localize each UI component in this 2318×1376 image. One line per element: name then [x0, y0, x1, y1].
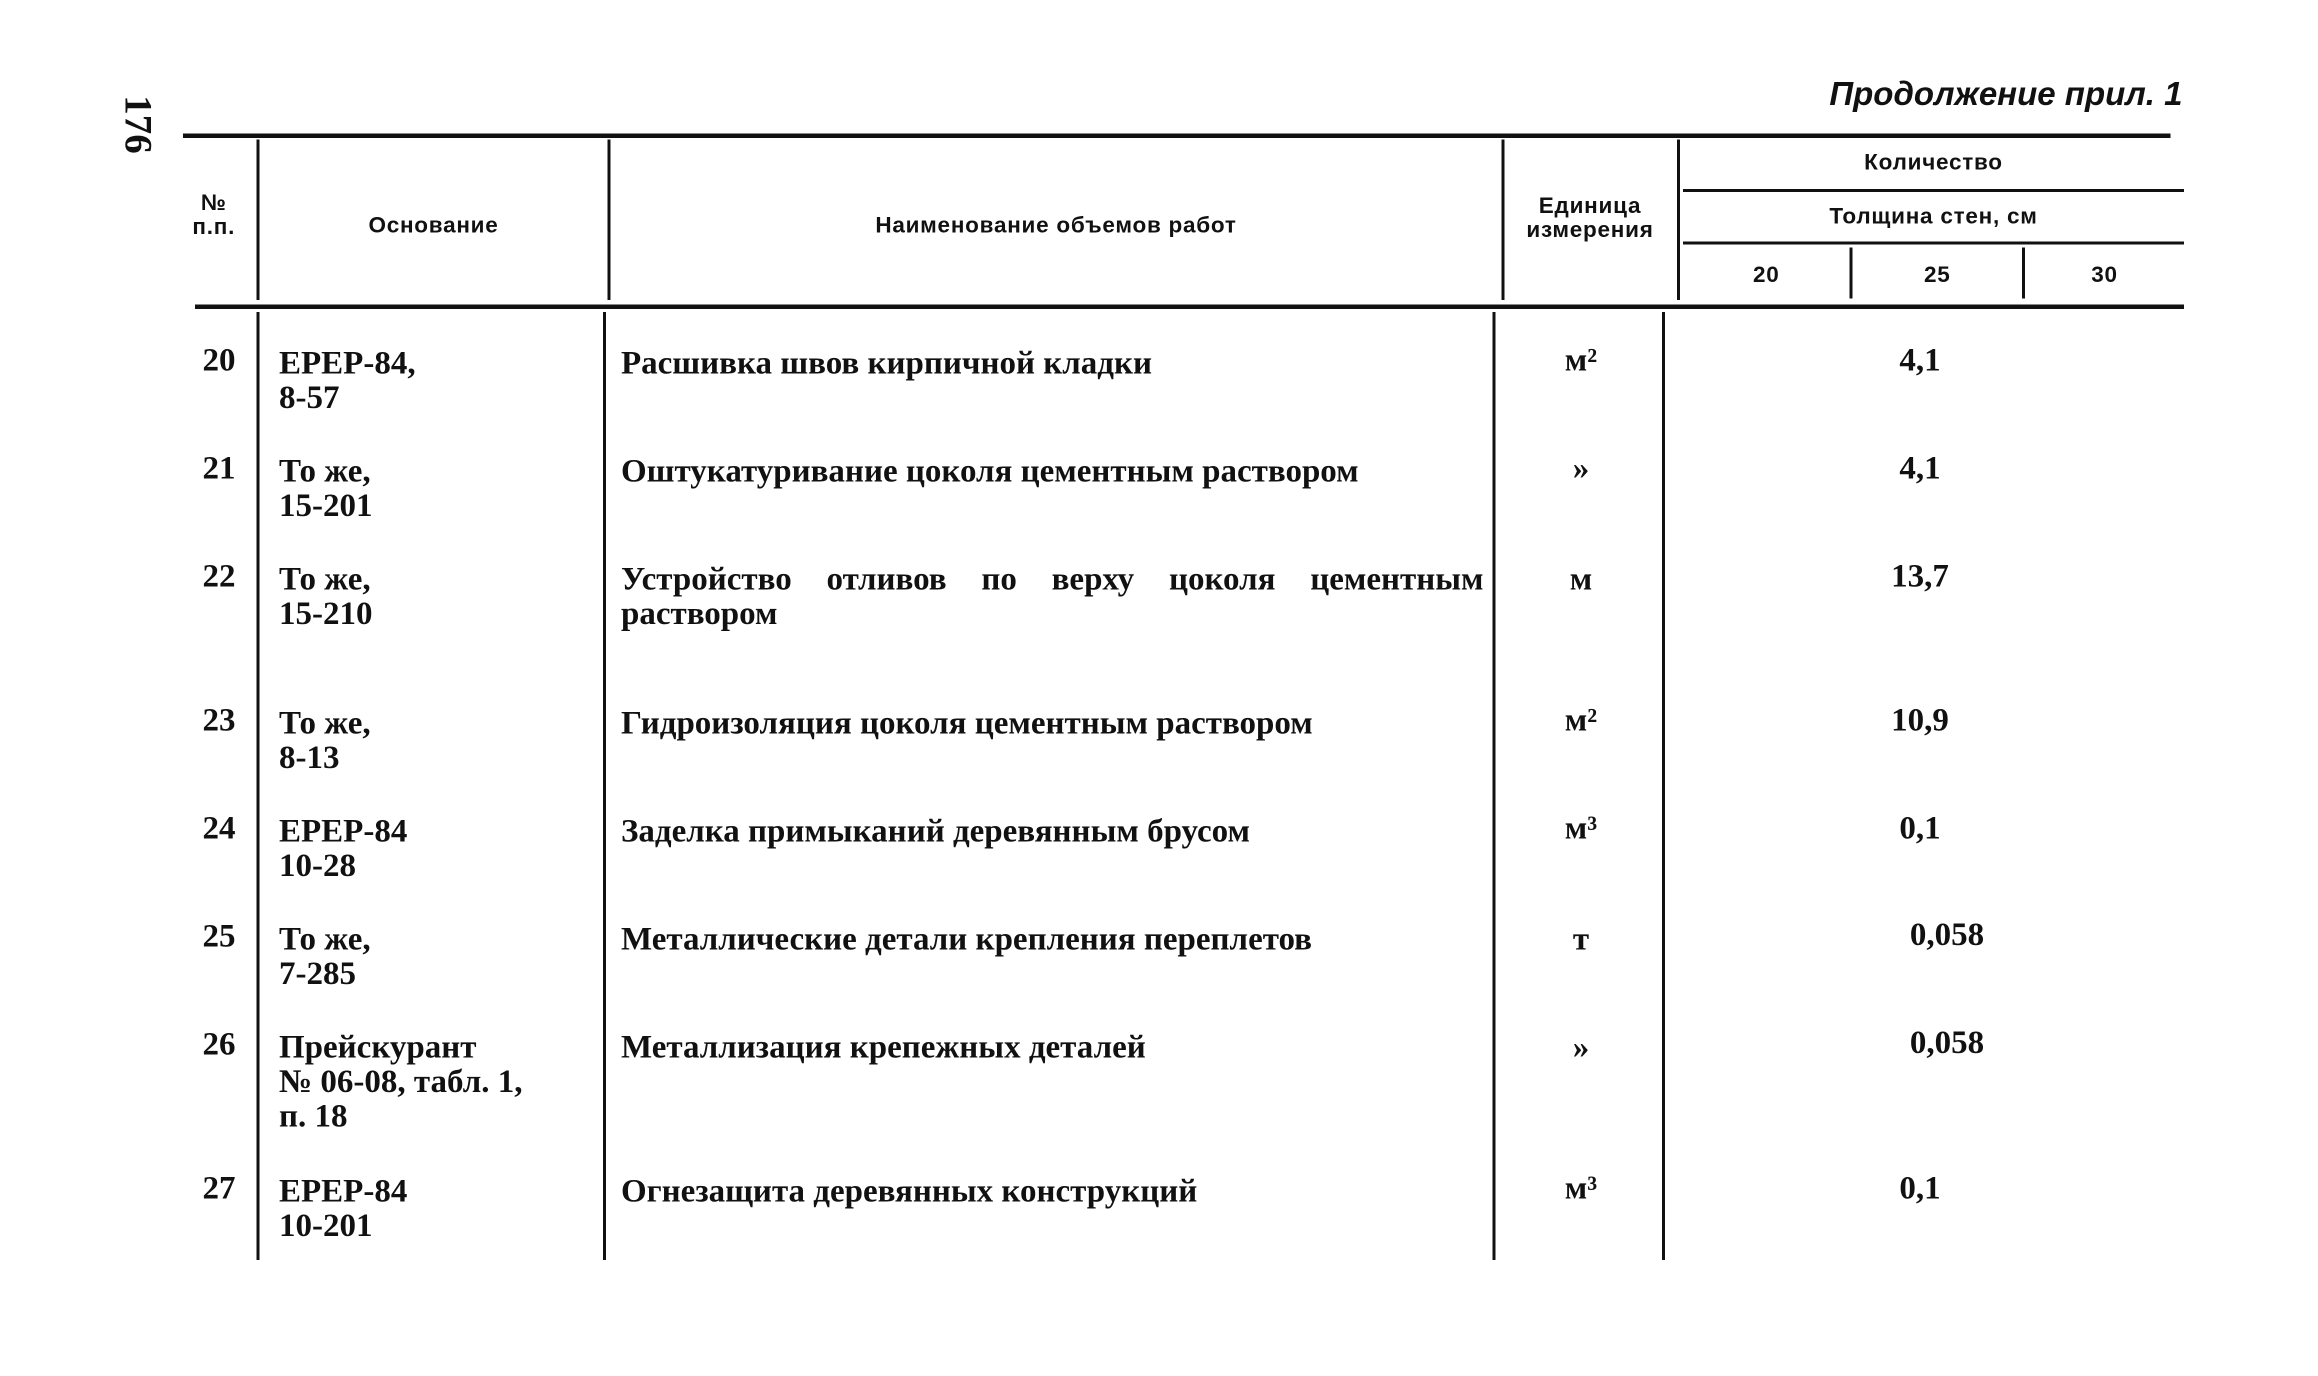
row-unit: »	[1572, 1027, 1590, 1065]
row-basis: То же, 7-285	[279, 919, 371, 992]
row-name: Заделка примыканий деревянным брусом	[621, 811, 1250, 849]
divider	[1677, 140, 1680, 301]
row-unit: м³	[1564, 1168, 1598, 1206]
row-name: Гидроизоляция цоколя цементным раствором	[621, 703, 1313, 741]
row-basis: То же, 15-201	[279, 451, 373, 524]
row-unit: м³	[1564, 808, 1598, 846]
rule	[1683, 242, 2184, 245]
row-num: 24	[202, 808, 236, 846]
header-num: № п.п.	[192, 190, 236, 240]
row-name: Металлизация крепежных деталей	[621, 1027, 1146, 1065]
row-num: 25	[202, 916, 236, 954]
row-basis: То же, 8-13	[279, 703, 371, 776]
row-basis: ЕРЕР-84 10-201	[279, 1171, 408, 1244]
row-unit: м²	[1564, 700, 1598, 738]
divider	[1493, 312, 1496, 1260]
continuation-label: Продолжение прил. 1	[1829, 75, 2183, 113]
header-bottom-rule	[195, 305, 2184, 310]
row-qty: 0,1	[1899, 808, 1941, 846]
divider	[257, 312, 260, 1260]
rule	[1683, 189, 2184, 192]
row-basis: То же, 15-210	[279, 559, 373, 632]
row-basis: ЕРЕР-84, 8-57	[279, 343, 416, 416]
header-basis: Основание	[368, 213, 499, 239]
row-name: Расшивка швов кирпичной кладки	[621, 343, 1153, 381]
row-qty: 4,1	[1899, 448, 1941, 486]
row-unit: »	[1572, 448, 1590, 486]
header-col-30: 30	[2091, 262, 2118, 288]
divider	[1662, 312, 1665, 1260]
header-name: Наименование объемов работ	[875, 213, 1237, 239]
header-quantity: Количество	[1864, 150, 2003, 176]
header-unit: Единица измерения	[1526, 193, 1654, 243]
row-num: 27	[202, 1168, 236, 1206]
row-name: Металлические детали крепления переплетов	[621, 919, 1313, 957]
row-unit: т	[1572, 919, 1590, 957]
row-qty: 4,1	[1899, 340, 1941, 378]
row-qty: 0,058	[1909, 1023, 1985, 1061]
row-qty: 10,9	[1891, 700, 1949, 738]
row-basis: ЕРЕР-84 10-28	[279, 811, 408, 884]
row-unit: м	[1569, 559, 1593, 597]
row-unit: м²	[1564, 340, 1598, 378]
row-name: Устройство отливов по верху цоколя цементным раствором	[621, 559, 1484, 632]
row-num: 21	[202, 448, 236, 486]
row-basis: Прейскурант № 06-08, табл. 1, п. 18	[279, 1027, 523, 1134]
page-number: 176	[116, 95, 160, 154]
row-num: 26	[202, 1024, 236, 1062]
header-thickness: Толщина стен, см	[1829, 204, 2038, 230]
row-qty: 13,7	[1891, 556, 1949, 594]
row-num: 23	[202, 700, 236, 738]
row-name: Оштукатуривание цоколя цементным раствором	[621, 451, 1359, 489]
row-qty: 0,1	[1899, 1168, 1941, 1206]
row-name: Огнезащита деревянных конструкций	[621, 1171, 1198, 1209]
header-col-20: 20	[1752, 262, 1780, 288]
row-num: 20	[202, 340, 236, 378]
header-col-25: 25	[1923, 262, 1951, 288]
top-rule	[183, 134, 2171, 139]
row-num: 22	[202, 556, 236, 594]
row-qty: 0,058	[1909, 915, 1985, 953]
